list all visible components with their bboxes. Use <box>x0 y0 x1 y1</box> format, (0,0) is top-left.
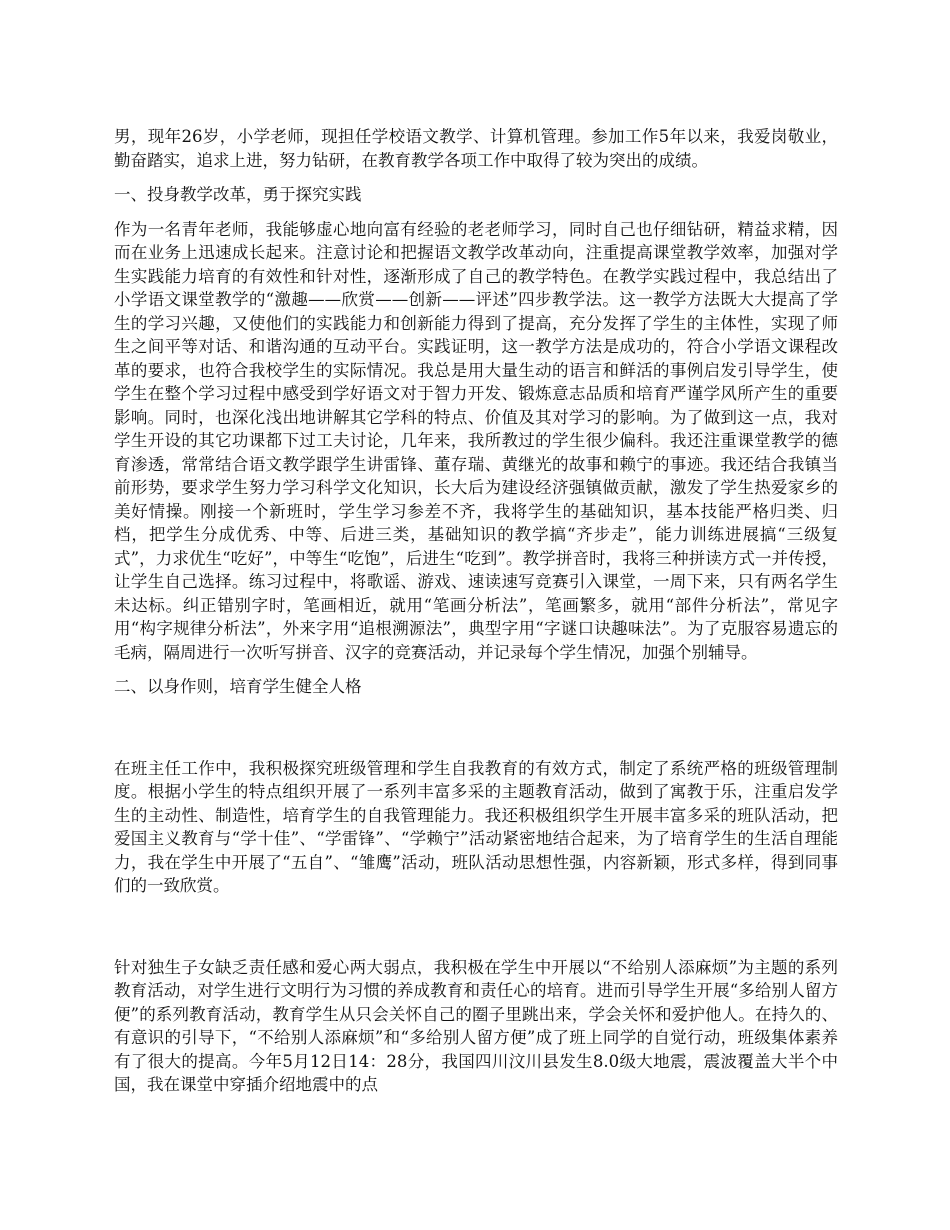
class-management-paragraph: 在班主任工作中，我积极探究班级管理和学生自我教育的有效方式，制定了系统严格的班级管理制度。根据小学生的特点组织开展了一系列丰富多采的主题教育活动，做到了寓教于乐，注重启发学生的主动性、制造性，培育学生的自我管理能力。我还积极组织学生开展丰富多采的班队活动，把爱国主义教育与“学十佳”、“学雷锋”、“学赖宁”活动紧密地结合起来，为了培育学生的生活自理能力，我在学生中开展了“五自”、“雏鹰”活动，班队活动思想性强，内容新颖，形式多样，得到同事们的一致欣赏。 <box>114 758 838 895</box>
teaching-reform-paragraph: 作为一名青年老师，我能够虚心地向富有经验的老老师学习，同时自己也仔细钻研，精益求精，因而在业务上迅速成长起来。注意讨论和把握语文教学改革动向，注重提高课堂教学效率，加强对学生实践能力培育的有效性和针对性，逐渐形成了自己的教学特色。在教学实践过程中，我总结出了小学语文课堂教学的“激趣——欣赏——创新——评述”四步教学法。这一教学方法既大大提高了学生的学习兴趣，又使他们的实践能力和创新能力得到了提高，充分发挥了学生的主体性，实现了师生之间平等对话、和谐沟通的互动平台。实践证明，这一教学方法是成功的，符合小学语文课程改革的要求，也符合我校学生的实际情况。我总是用大量生动的语言和鲜活的事例启发引导学生，使学生在整个学习过程中感受到学好语文对于智力开发、锻炼意志品质和培育严谨学风所产生的重要影响。同时，也深化浅出地讲解其它学科的特点、价值及其对学习的影响。为了做到这一点，我对学生开设的其它功课都下过工夫讨论，几年来，我所教过的学生很少偏科。我还注重课堂教学的德育渗透，常常结合语文教学跟学生讲雷锋、董存瑞、黄继光的故事和赖宁的事迹。我还结合我镇当前形势，要求学生努力学习科学文化知识，长大后为建设经济强镇做贡献，激发了学生热爱家乡的美好情操。刚接一个新班时，学生学习参差不齐，我将学生的基础知识，基本技能严格归类、归档，把学生分成优秀、中等、后进三类，基础知识的教学搞“齐步走”，能力训练进展搞“三级复式”，力求优生“吃好”，中等生“吃饱”，后进生“吃到”。教学拼音时，我将三种拼读方式一并传授，让学生自己选择。练习过程中，将歌谣、游戏、速读速写竞赛引入课堂，一周下来，只有两名学生未达标。纠正错别字时，笔画相近，就用“笔画分析法”，笔画繁多，就用“部件分析法”，常见字用“构字规律分析法”，外来字用“追根溯源法”，典型字用“字谜口诀趣味法”。为了克服容易遗忘的毛病，隔周进行一次听写拼音、汉字的竞赛活动，并记录每个学生情况，加强个别辅导。 <box>114 219 838 662</box>
document-body <box>114 125 838 1097</box>
section-heading-1: 一、投身教学改革，勇于探究实践 <box>114 185 362 204</box>
intro-paragraph: 男，现年26岁，小学老师，现担任学校语文教学、计算机管理。参加工作5年以来，我爱岗敬业，勤奋踏实，追求上进，努力钻研，在教育教学各项工作中取得了较为突出的成绩。 <box>114 127 838 170</box>
section-heading-2: 二、以身作则，培育学生健全人格 <box>114 677 362 696</box>
responsibility-education-paragraph: 针对独生子女缺乏责任感和爱心两大弱点，我积极在学生中开展以“不给别人添麻烦”为主题的系列教育活动，对学生进行文明行为习惯的养成教育和责任心的培育。进而引导学生开展“多给别人留方便”的系列教育活动，教育学生从只会关怀自己的圈子里跳出来，学会关怀和爱护他人。在持久的、有意识的引导下，“不给别人添麻烦”和“多给别人留方便”成了班上同学的自觉行动，班级集体素养有了很大的提高。今年5月12日14：28分，我国四川汶川县发生8.0级大地震，震波覆盖大半个中国，我在课堂中穿插介绍地震中的点 <box>114 957 838 1094</box>
